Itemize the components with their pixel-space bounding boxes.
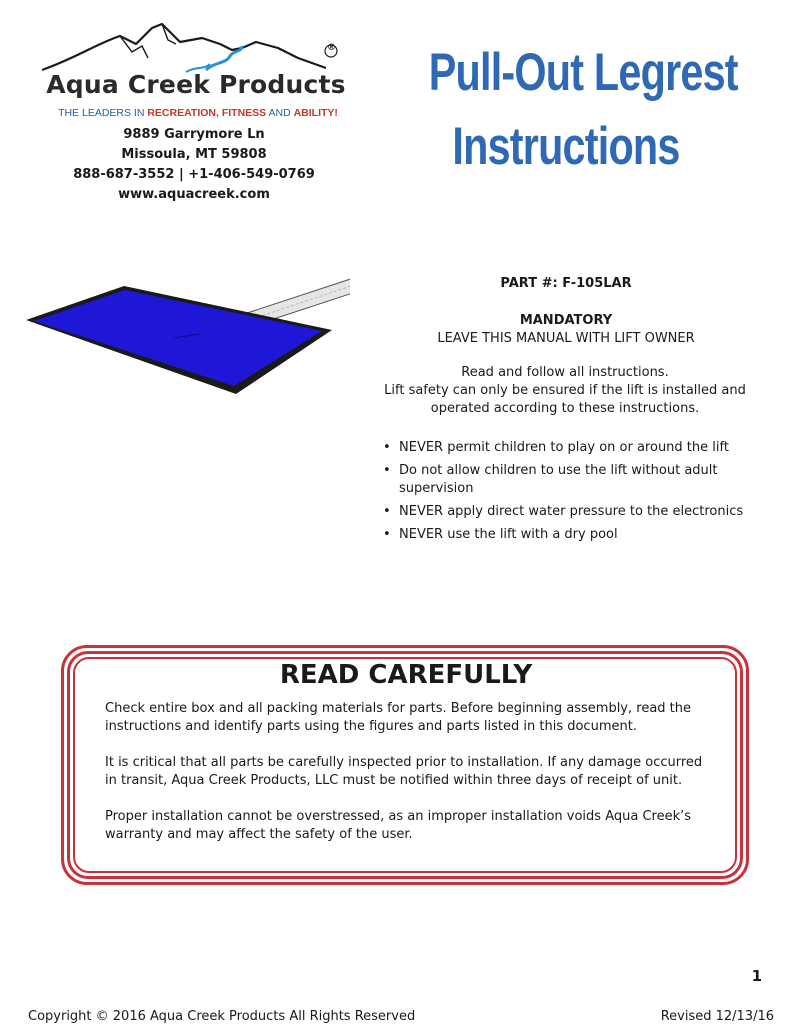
page-number: 1 (751, 967, 762, 985)
read-carefully-paragraph: Check entire box and all packing materials for parts. Before beginning assembly, read the instructions and identify parts using the figures and parts listed in this document. (105, 701, 692, 734)
company-phone: 888-687-3552 | +1-406-549-0769 (73, 167, 315, 182)
safety-warnings-list (383, 439, 763, 549)
title-line-1: Pull-Out Legrest (428, 43, 738, 102)
registered-mark: ® (327, 43, 336, 53)
mandatory-text: LEAVE THIS MANUAL WITH LIFT OWNER (437, 331, 695, 346)
company-website: www.aquacreek.com (118, 187, 270, 202)
document-title (390, 36, 742, 184)
list-item: • Do not allow children to use the lift without adult supervision (383, 462, 763, 498)
mandatory-notice (386, 312, 746, 348)
company-tagline: THE LEADERS IN RECREATION, FITNESS AND ABILITY! (58, 107, 338, 119)
address-city: Missoula, MT 59808 (121, 147, 267, 162)
address-street: 9889 Garrymore Ln (123, 127, 265, 142)
list-item: • NEVER permit children to play on or around the lift (383, 439, 763, 457)
read-carefully-body (105, 700, 715, 862)
read-carefully-heading: READ CAREFULLY (279, 660, 533, 690)
legrest-illustration (24, 248, 350, 406)
read-carefully-paragraph: Proper installation cannot be overstressed, as an improper installation voids Aqua Creek’s warranty and may affect the safety of the user. (105, 809, 692, 842)
company-address (70, 125, 318, 205)
company-name: Aqua Creek Products (46, 70, 346, 99)
title-line-2: Instructions (452, 117, 680, 176)
read-follow-line-2: Lift safety can only be ensured if the lift is installed and operated according to these instructions. (384, 383, 746, 416)
list-item: • NEVER apply direct water pressure to the electronics (383, 503, 763, 521)
part-number: PART #: F-105LAR (500, 276, 632, 291)
revision-date: Revised 12/13/16 (660, 1009, 774, 1024)
read-follow-line-1: Read and follow all instructions. (461, 365, 669, 380)
read-carefully-paragraph: It is critical that all parts be carefully inspected prior to installation. If any damage occurred in transit, Aqua Creek Products, LLC must be notified within three days of receipt of unit. (105, 755, 703, 788)
mandatory-heading: MANDATORY (519, 313, 613, 328)
read-follow-notice (376, 364, 754, 418)
copyright-text: Copyright © 2016 Aqua Creek Products All Rights Reserved (28, 1009, 416, 1024)
aqua-creek-logo (36, 14, 358, 122)
list-item: • NEVER use the lift with a dry pool (383, 526, 763, 544)
